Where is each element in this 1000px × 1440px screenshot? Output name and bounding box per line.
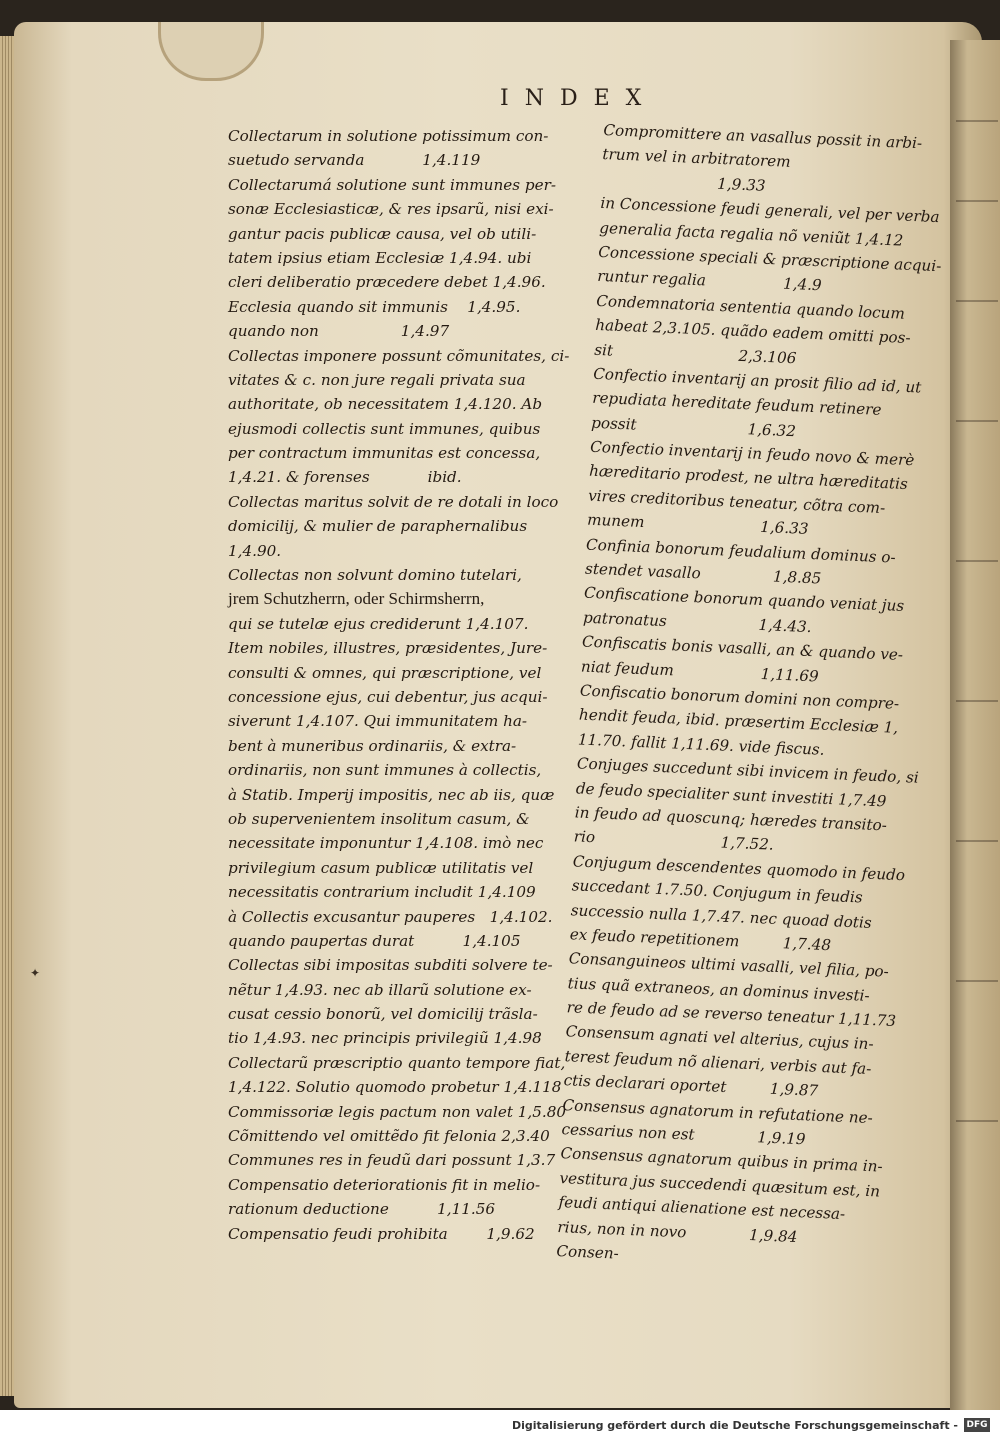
facing-text-fragment: [956, 700, 998, 702]
index-entry-line: Concessione speciali & præscriptione acqui-: [598, 242, 942, 276]
index-entry-line: generalia facta regalia nõ veniũt 1,4.12: [599, 218, 904, 250]
index-entry-line: Cõmittendo vel omittẽdo fit felonia 2,3.40: [228, 1127, 550, 1146]
index-entry-line: Confectio inventarij an prosit filio ad id, ut: [592, 364, 922, 397]
index-entry-line: terest feudum nõ alienari, verbis aut fa-: [564, 1047, 872, 1078]
index-entry-line: authoritate, ob necessitatem 1,4.120. Ab: [228, 395, 543, 414]
index-entry-line: runtur regalia 1,4.9: [596, 267, 823, 295]
facing-text-fragment: [956, 420, 998, 422]
index-entry-line: siverunt 1,4.107. Qui immunitatem ha-: [228, 712, 528, 731]
index-entry-line: Compensatio deteriorationis fit in melio-: [228, 1175, 541, 1194]
footer-credit: Digitalisierung gefördert durch die Deutsche Forschungsgemeinschaft -: [511, 1419, 958, 1432]
index-entry-line: successio nulla 1,7.47. nec quoad dotis: [570, 900, 873, 932]
index-entry-line: Confinia bonorum feudalium dominus o-: [585, 535, 896, 567]
index-entry-line: Confiscatis bonis vasalli, an & quando ve-: [581, 632, 904, 665]
index-entry-line: cessarius non est 1,9.19: [561, 1120, 806, 1149]
page-header-title: INDEX: [500, 86, 658, 111]
index-entry-line: suetudo servanda 1,4.119: [228, 151, 481, 170]
right-index-column: [556, 118, 954, 1278]
index-entry-line: privilegium casum publicæ utilitatis vel: [228, 858, 534, 877]
index-entry-line: 1,4.21. & forenses ibid.: [228, 468, 462, 487]
index-entry-line: rio 1,7.52.: [573, 827, 775, 855]
index-entry-line: ctis declarari oportet 1,9.87: [563, 1071, 819, 1101]
index-entry-line: Collectas imponere possunt cõmunitates, ci-: [228, 346, 570, 365]
index-entry-line: Collectas maritus solvit de re dotali in loco: [228, 492, 559, 511]
index-entry-line: Confiscatione bonorum quando veniat jus: [583, 584, 905, 616]
index-entry-line: Condemnatoria sententia quando locum: [595, 291, 906, 323]
index-entry-line: rius, non in novo 1,9.84: [557, 1217, 798, 1246]
facing-text-fragment: [956, 980, 998, 982]
index-entry-line: cusat cessio bonorũ, vel domicilij trãsla-: [228, 1005, 538, 1024]
index-entry-line: 1,9.33: [601, 169, 766, 195]
index-entry-line: Conjuges succedunt sibi invicem in feudo, si: [576, 754, 920, 787]
index-entry-line: Confiscatio bonorum domini non compre-: [579, 681, 900, 713]
index-entry-line: à Collectis excusantur pauperes 1,4.102.: [228, 907, 553, 926]
index-entry-line: ob supervenientem insolitum casum, &: [228, 809, 530, 828]
index-entry-line: Communes res in feudũ dari possunt 1,3.7: [228, 1151, 556, 1170]
index-entry-line: necessitate imponuntur 1,4.108. imò nec: [228, 834, 544, 853]
index-entry-line: stendet vasallo 1,8.85: [584, 559, 822, 588]
index-entry-line: ex feudo repetitionem 1,7.48: [569, 925, 832, 955]
index-entry-line: Confectio inventarij in feudo novo & merè: [589, 437, 915, 470]
index-entry-line: domicilij, & mulier de paraphernalibus: [228, 517, 528, 536]
index-entry-line: jrem Schutzherrn, oder Schirmsherrn,: [228, 589, 485, 609]
index-entry-line: Collectas sibi impositas subditi solvere te-: [228, 956, 553, 975]
index-entry-line: trum vel in arbitratorem: [602, 145, 792, 172]
index-entry-line: Conjugum descendentes quomodo in feudo: [572, 852, 906, 884]
dfg-logo-icon: DFG: [964, 1418, 990, 1432]
margin-mark-icon: ✦: [30, 966, 41, 980]
facing-text-fragment: [956, 840, 998, 842]
index-entry-line: tatem ipsius etiam Ecclesiæ 1,4.94. ubi: [228, 248, 532, 267]
index-entry-line: Collectarum in solutione potissimum con-: [228, 127, 549, 145]
index-entry-line: in Concessione feudi generali, vel per verba: [600, 194, 940, 227]
index-entry-line: Consensus agnatorum quibus in prima in-: [560, 1144, 883, 1176]
index-entry-line: patronatus 1,4.43.: [582, 608, 812, 636]
index-entry-line: Compromittere an vasallus possit in arbi-: [603, 120, 923, 153]
index-entry-line: vitates & c. non jure regali privata sua: [228, 370, 526, 389]
index-entry-line: Consen-: [556, 1241, 620, 1263]
index-entry-line: hendit feuda, ibid. præsertim Ecclesiæ 1,: [578, 705, 899, 738]
index-entry-line: repudiata hereditate feudum retinere: [591, 389, 882, 420]
index-entry-line: Collectarumá solutione sunt immunes per-: [228, 175, 556, 194]
facing-text-fragment: [956, 300, 998, 302]
index-entry-line: hæreditario prodest, ne ultra hæreditatis: [588, 462, 909, 494]
facing-text-fragment: [956, 120, 998, 122]
index-entry-line: quando paupertas durat 1,4.105: [228, 931, 521, 950]
index-entry-line: sonæ Ecclesiasticæ, & res ipsarũ, nisi exi-: [228, 200, 554, 219]
facing-page-edge: [950, 40, 1000, 1410]
index-entry-line: necessitatis contrarium includit 1,4.109: [228, 883, 536, 902]
index-entry-line: ejusmodi collectis sunt immunes, quibus: [228, 419, 541, 438]
index-entry-line: Commissoriæ legis pactum non valet 1,5.80: [228, 1102, 567, 1121]
index-entry-line: vires creditoribus teneatur, cõtra com-: [587, 486, 886, 517]
index-entry-line: Consensus agnatorum in refutatione ne-: [562, 1095, 874, 1127]
index-entry-line: feudi antiqui alienatione est necessa-: [558, 1193, 846, 1224]
index-entry-line: quando non 1,4.97: [228, 322, 450, 341]
left-index-column: [228, 124, 588, 1246]
index-entry-line: cleri deliberatio præcedere debet 1,4.96.: [228, 273, 546, 292]
index-entry-line: munem 1,6.33: [586, 510, 809, 539]
index-entry-line: Ecclesia quando sit immunis 1,4.95.: [228, 297, 521, 316]
index-entry-line: tio 1,4.93. nec principis privilegiũ 1,4.98: [228, 1029, 542, 1048]
index-entry-line: nẽtur 1,4.93. nec ab illarũ solutione ex-: [228, 980, 532, 999]
index-entry-line: de feudo specialiter sunt investiti 1,7.49: [575, 778, 887, 810]
index-entry-line: à Statib. Imperij impositis, nec ab iis, quæ: [228, 785, 555, 804]
index-entry-line: Consanguineos ultimi vasalli, vel filia, po-: [568, 949, 890, 981]
index-entry-line: sit 2,3.106: [593, 340, 797, 367]
index-entry-line: consulti & omnes, qui præscriptione, vel: [228, 663, 542, 682]
index-entry-line: Consensum agnati vel alterius, cujus in-: [565, 1022, 874, 1054]
index-entry-line: concessione ejus, cui debentur, jus acqui-: [228, 687, 548, 706]
index-entry-line: tius quã extraneos, an dominus investi-: [567, 973, 871, 1005]
index-entry-line: succedant 1.7.50. Conjugum in feudis: [571, 876, 863, 907]
index-entry-line: 1,4.122. Solutio quomodo probetur 1,4.118: [228, 1078, 562, 1097]
index-entry-line: qui se tutelæ ejus crediderunt 1,4.107.: [228, 614, 529, 633]
index-entry-line: gantur pacis publicæ causa, vel ob utili-: [228, 224, 537, 243]
facing-text-fragment: [956, 1120, 998, 1122]
index-entry-line: vestitura jus succedendi quæsitum est, in: [559, 1168, 881, 1201]
index-entry-line: ordinariis, non sunt immunes à collectis,: [228, 761, 542, 780]
index-entry-line: Collectarũ præscriptio quanto tempore fiat,: [228, 1053, 566, 1072]
facing-text-fragment: [956, 560, 998, 562]
index-entry-line: per contractum immunitas est concessa,: [228, 444, 541, 463]
index-entry-line: Compensatio feudi prohibita 1,9.62: [228, 1224, 535, 1243]
index-entry-line: 11.70. fallit 1,11.69. vide fiscus.: [577, 730, 825, 759]
index-entry-line: rationum deductione 1,11.56: [228, 1200, 496, 1219]
index-entry-line: possit 1,6.32: [590, 413, 797, 440]
index-entry-line: bent à muneribus ordinariis, & extra-: [228, 736, 517, 755]
index-entry-line: Item nobiles, illustres, præsidentes, Jure-: [228, 639, 548, 658]
index-entry-line: niat feudum 1,11.69: [580, 657, 819, 686]
facing-text-fragment: [956, 200, 998, 202]
index-entry-line: Collectas non solvunt domino tutelari,: [228, 566, 522, 585]
index-entry-line: habeat 2,3.105. quãdo eadem omitti pos-: [594, 315, 911, 348]
index-entry-line: re de feudo ad se reverso teneatur 1,11.73: [566, 998, 897, 1031]
index-entry-line: 1,4.90.: [228, 541, 282, 560]
index-entry-line: in feudo ad quoscunq; hæredes transito-: [574, 803, 888, 835]
